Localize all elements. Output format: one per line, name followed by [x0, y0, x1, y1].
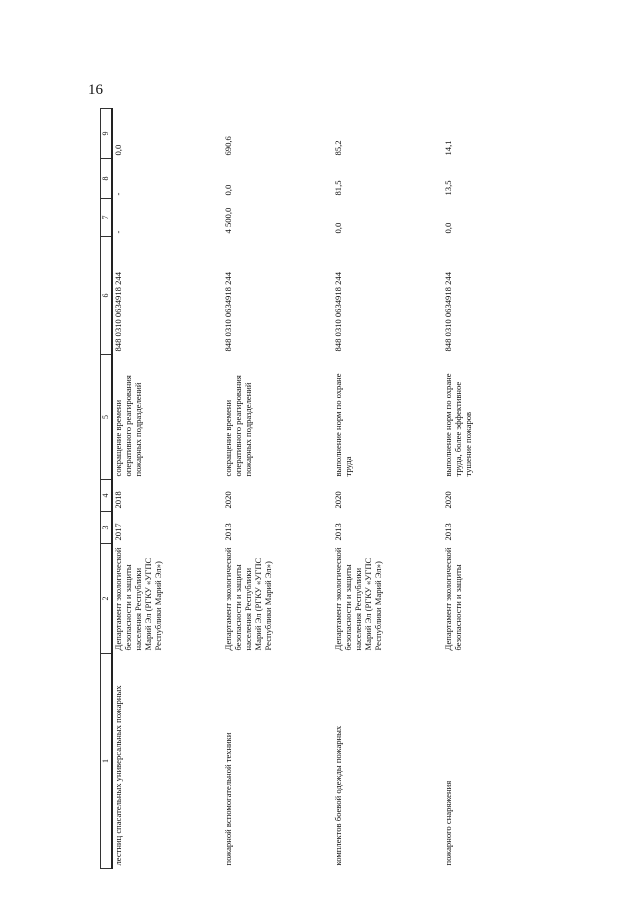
col-header-8: 8 — [101, 159, 113, 199]
row-department: Департамент экологической безопасности и защиты населения Республики Марий Эл (РГКУ «УГПС Республики Марий Эл») — [223, 547, 273, 651]
col-header-9: 9 — [101, 109, 113, 159]
row-value-8: 81,5 — [333, 180, 343, 196]
row-department: Департамент экологической безопасности и защиты населения Республики Марий Эл (РГКУ «УГПС Республики Марий Эл») — [113, 547, 163, 651]
row-end-year: 2020 — [443, 491, 453, 509]
row-start-year: 2017 — [113, 523, 123, 541]
row-value-8: - — [113, 192, 123, 196]
col-header-4: 4 — [101, 480, 113, 512]
row-department: Департамент экологической безопасности и защиты — [443, 547, 463, 651]
row-budget-code: 848 0310 0634918 244 — [443, 272, 453, 352]
table-row — [443, 109, 553, 869]
row-value-7: 4 500,0 — [223, 207, 233, 234]
row-budget-code: 848 0310 0634918 244 — [113, 272, 123, 352]
col-header-6: 6 — [101, 237, 113, 355]
row-value-7: - — [113, 230, 123, 234]
row-end-year: 2018 — [113, 491, 123, 509]
row-start-year: 2013 — [223, 523, 233, 541]
table-row — [223, 109, 333, 869]
col-header-7: 7 — [101, 199, 113, 237]
rotated-table-container — [100, 109, 550, 869]
row-value-9: 0,0 — [113, 144, 123, 156]
col-header-3: 3 — [101, 512, 113, 544]
row-end-year: 2020 — [333, 491, 343, 509]
table-row — [333, 109, 443, 869]
col-header-2: 2 — [101, 544, 113, 654]
row-value-7: 0,0 — [443, 222, 453, 234]
row-value-8: 0,0 — [223, 184, 233, 196]
row-value-9: 690,6 — [223, 136, 233, 156]
row-department: Департамент экологической безопасности и защиты населения Республики Марий Эл (РГКУ «УГПС Республики Марий Эл») — [333, 547, 383, 651]
row-budget-code: 848 0310 0634918 244 — [333, 272, 343, 352]
row-result: выполнение норм по охране труда, более эффективное тушение пожаров — [443, 373, 473, 477]
row-item-name: пожарного снаряжения — [443, 780, 453, 866]
row-item-name: пожарной вспомогательной техники — [223, 732, 233, 866]
row-item-name: лестниц спасательных универсальных пожарных — [113, 685, 123, 866]
row-start-year: 2013 — [443, 523, 453, 541]
row-item-name: комплектов боевой одежды пожарных — [333, 725, 343, 866]
row-value-9: 85,2 — [333, 140, 343, 156]
row-start-year: 2013 — [333, 523, 343, 541]
program-table — [100, 108, 553, 869]
table-row — [112, 109, 223, 869]
row-value-7: 0,0 — [333, 222, 343, 234]
col-header-1: 1 — [101, 654, 113, 869]
page-number: 16 — [88, 82, 103, 98]
row-end-year: 2020 — [223, 491, 233, 509]
row-budget-code: 848 0310 0634918 244 — [223, 272, 233, 352]
col-header-5: 5 — [101, 355, 113, 480]
row-result: сокращение времени оперативного реагирования пожарных подразделений — [223, 375, 253, 477]
table-header — [101, 109, 113, 869]
row-value-8: 13,5 — [443, 180, 453, 196]
row-result: сокращение времени оперативного реагирования пожарных подразделений — [113, 375, 143, 477]
row-result: выполнение норм по охране труда — [333, 373, 353, 477]
row-value-9: 14,1 — [443, 140, 453, 156]
